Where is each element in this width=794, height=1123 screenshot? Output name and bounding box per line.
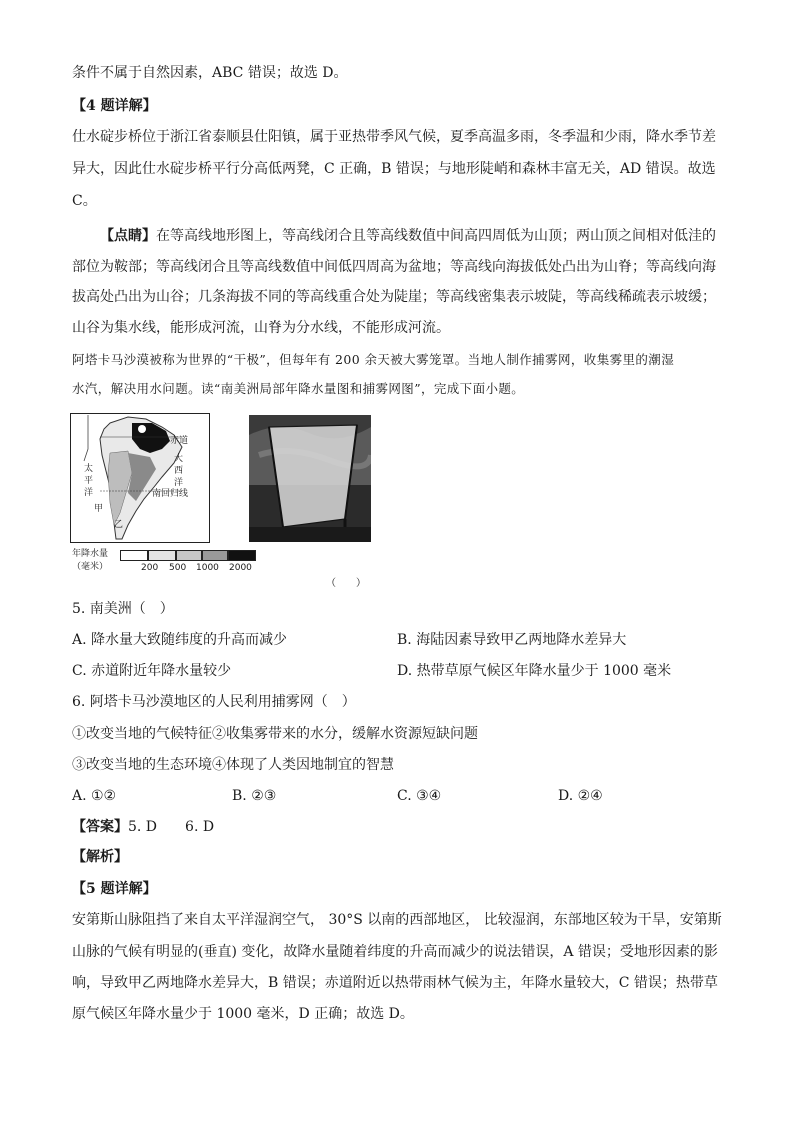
- map-label-pacific: 太: [84, 464, 94, 474]
- question-intro: 水汽，解决用水问题。读“南美洲局部年降水量图和捕雾网图”，完成下面小题。: [72, 381, 525, 396]
- map-label-atlantic: 洋: [174, 478, 184, 488]
- section-heading: 【答案】: [72, 819, 128, 835]
- section-heading: 【解析】: [72, 849, 128, 865]
- legend-swatch: [120, 550, 148, 561]
- question-intro: 阿塔卡马沙漠被称为世界的“干极”，但每年有 200 余天被大雾笼罩。当地人制作捕雾网，收集雾里的潮湿: [72, 352, 675, 367]
- legend-title: 年降水量: [72, 549, 109, 559]
- text-line: 条件不属于自然因素，ABC 错误；故选 D。: [72, 65, 348, 81]
- text-line: 部位为鞍部；等高线闭合且等高线数值中间低四周高为盆地；等高线向海拔低处凸出为山脊；等高线向海: [72, 259, 716, 275]
- text-line: [100, 227, 716, 245]
- text-line: 仕水碇步桥位于浙江省泰顺县仕阳镇，属于亚热带季风气候，夏季高温多雨，冬季温和少雨，降水季节差: [72, 129, 716, 145]
- photo-caption: （ ）: [326, 578, 366, 589]
- south-america-precipitation-map: [70, 413, 210, 543]
- answer-line: [72, 818, 214, 836]
- map-label-pacific: 洋: [84, 488, 94, 498]
- text-line: 异大，因此仕水碇步桥平行分高低两凳，C 正确，B 错误；与地形陡峭和森林丰富无关，AD 错误。故选: [72, 161, 716, 177]
- option-c: C. ③④: [397, 788, 442, 804]
- map-label-jia: 甲: [94, 504, 104, 514]
- option-a: A. ①②: [72, 788, 117, 804]
- question-stem: 6. 阿塔卡马沙漠地区的人民利用捕雾网（ ）: [72, 694, 356, 710]
- legend-tick: 1000: [196, 563, 219, 573]
- option-a: A. 降水量大致随纬度的升高而减少: [72, 632, 288, 648]
- statement-line: ③改变当地的生态环境④体现了人类因地制宜的智慧: [72, 757, 394, 773]
- text-line: 山谷为集水线，能形成河流，山脊为分水线，不能形成河流。: [72, 320, 450, 336]
- legend-unit: （毫米）: [72, 562, 109, 572]
- option-d: D. 热带草原气候区年降水量少于 1000 毫米: [397, 663, 672, 679]
- text-line: 原气候区年降水量少于 1000 毫米，D 正确；故选 D。: [72, 1006, 414, 1022]
- text-span: 在等高线地形图上，等高线闭合且等高线数值中间高四周低为山顶；两山顶之间相对低洼的: [156, 228, 716, 244]
- legend-swatch: [202, 550, 228, 561]
- legend-swatch: [176, 550, 202, 561]
- legend-tick: 2000: [229, 563, 252, 573]
- fog-net-graphic: [249, 415, 371, 542]
- map-label-atlantic: 西: [174, 466, 184, 476]
- map-label-pacific: 平: [84, 476, 94, 486]
- text-line: 山脉的气候有明显的(垂直) 变化，故降水量随着纬度的升高而减少的说法错误，A 错误；受地形因素的影: [72, 944, 718, 960]
- map-label-atlantic: 大: [174, 454, 184, 464]
- option-b: B. 海陆因素导致甲乙两地降水差异大: [397, 632, 627, 648]
- section-heading: 【点睛】: [100, 228, 156, 244]
- text-line: 拔高处凸出为山谷；几条海拔不同的等高线重合处为陡崖；等高线密集表示坡陡，等高线稀疏表示坡缓；: [72, 289, 716, 305]
- fog-net-photo: [249, 415, 371, 542]
- map-label-equator: 赤道: [170, 436, 189, 446]
- statement-line: ①改变当地的气候特征②收集雾带来的水分，缓解水资源短缺问题: [72, 726, 478, 742]
- legend-tick: 200: [141, 563, 159, 573]
- section-heading: 【4 题详解】: [72, 98, 157, 114]
- map-label-tropic: 南回归线: [152, 489, 189, 499]
- legend-swatch: [228, 550, 256, 561]
- map-label-yi: 乙: [114, 520, 124, 530]
- section-heading: 【5 题详解】: [72, 881, 157, 897]
- option-c: C. 赤道附近年降水量较少: [72, 663, 232, 679]
- question-stem: 5. 南美洲（ ）: [72, 601, 174, 617]
- option-b: B. ②③: [232, 788, 277, 804]
- legend-tick: 500: [169, 563, 187, 573]
- text-line: C。: [72, 193, 97, 209]
- text-line: 安第斯山脉阻挡了来自太平洋湿润空气， 30°S 以南的西部地区， 比较湿润，东部地区较为干旱，安第斯: [72, 912, 722, 928]
- answer-value: 5. D 6. D: [128, 819, 215, 835]
- text-line: 响，导致甲乙两地降水差异大，B 错误；赤道附近以热带雨林气候为主，年降水量较大，C 错误；热带草: [72, 975, 718, 991]
- option-d: D. ②④: [558, 788, 603, 804]
- legend-swatch: [148, 550, 176, 561]
